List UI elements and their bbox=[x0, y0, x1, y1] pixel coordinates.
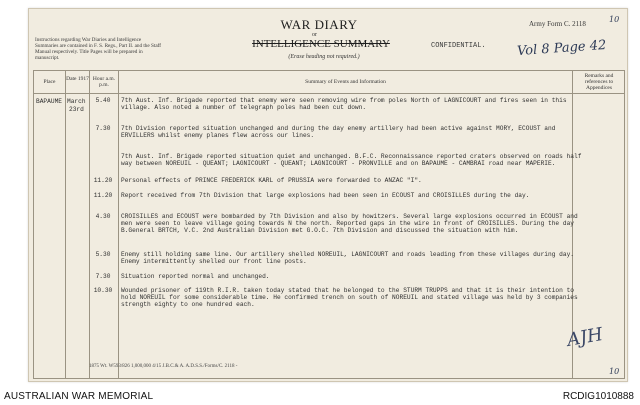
entry-text: Situation reported normal and unchanged. bbox=[121, 273, 270, 280]
form-print-line: 1875 Wt. W593/826 1,000,000 4/15 J.B.C.& A. A.D.S.S./Forms/C. 2118 - bbox=[89, 364, 238, 369]
entry-text: Report received from 7th Division that large explosions had been seen in ECOUST and CROISILLES during the day. bbox=[121, 192, 530, 199]
entry-hour: 11.20 bbox=[93, 192, 113, 199]
entry-hour: 5.40 bbox=[95, 97, 111, 104]
entry-hour: 10.30 bbox=[93, 287, 113, 294]
confidential-stamp: CONFIDENTIAL. bbox=[431, 42, 486, 50]
document-title: WAR DIARY bbox=[280, 17, 358, 32]
entry-text: 7th Aust. Inf. Brigade reported situation quiet and unchanged. B.F.C. Reconnaissance reported craters observed on roads half way between NOREUIL - QUEANT; LAGNICOURT - QUEANT; LAGNICOURT - PRONVILLE and on BAPAUME - CAMBRAI road near MAPERIE. bbox=[121, 153, 582, 167]
entry-hour: 7.30 bbox=[95, 273, 111, 280]
instructions-text: Instructions regarding War Diaries and Intelligence Summaries are contained in F. S. Regs., Part II. and the Staff Manual respectively. Title Pages will be prepared in manuscript. bbox=[35, 37, 161, 61]
page-number-top: 10 bbox=[609, 15, 620, 24]
entry-text: 7th Division reported situation unchanged and during the day enemy artillery had been active against MORY, ECOUST and ERVILLERS whilst enemy planes flew across our lines. bbox=[121, 125, 556, 139]
army-form-number: Army Form C. 2118 bbox=[529, 20, 586, 28]
archive-institution: AUSTRALIAN WAR MEMORIAL bbox=[4, 391, 154, 402]
header-summary: Summary of Events and Information bbox=[305, 79, 386, 85]
entry-text: 7th Aust. Inf. Brigade reported that enemy were seen removing wire from poles North of LAGNICOURT and fires seen in this village. Also noted a number of telegraph poles had been cut down. bbox=[121, 97, 567, 111]
entry-text: Personal effects of PRINCE FREDERICK KARL of PRUSSIA were forwarded to ANZAC "I". bbox=[121, 177, 422, 184]
erase-note: (Erase heading not required.) bbox=[288, 54, 360, 60]
entry-text: Enemy still holding same line. Our artillery shelled NOREUIL, LAGNICOURT and roads leading from these villages during day. Enemy intermittently shelled our front line posts. bbox=[121, 251, 574, 265]
date-month: March bbox=[67, 98, 86, 105]
title-or: or bbox=[312, 32, 317, 38]
entry-hour: 4.30 bbox=[95, 213, 111, 220]
entry-text: Wounded prisoner of 119th R.I.R. taken today stated that he belonged to the STURM TRUPPS and that it is their intention to hold NOREUIL for some considerable time. He confirmed trench on south of NOREUIL and stated village was held by 3 companies strength eighty to one hundred each. bbox=[121, 287, 578, 308]
document-subtitle: INTELLIGENCE SUMMARY bbox=[252, 38, 390, 50]
diary-page bbox=[28, 8, 628, 382]
archive-reference: RCDIG1010888 bbox=[562, 391, 634, 402]
header-place: Place bbox=[43, 79, 56, 85]
entry-hour: 5.30 bbox=[95, 251, 111, 258]
header-hour: Hour a.m. p.m. bbox=[92, 76, 116, 88]
entry-hour: 7.30 bbox=[95, 125, 111, 132]
handwritten-volume-note: Vol 8 Page 42 bbox=[516, 37, 607, 60]
page-number-bottom: 10 bbox=[609, 367, 620, 376]
entry-text: CROISILLES and ECOUST were bombarded by 7th Division and also by howitzers. Several large explosions occurred in ECOUST and men were seen to leave village going towards N the north. Reported gaps in the wire in front of CROISILLES. During the day B.General BRTCH, V.C. 2nd Australian Division met G.O.C. 7th Division and discussed the situation with him. bbox=[121, 213, 578, 234]
signature-initials: AJH bbox=[565, 324, 605, 351]
archive-caption-bar bbox=[0, 388, 640, 405]
place-cell: BAPAUME bbox=[36, 98, 62, 105]
entry-hour: 11.20 bbox=[93, 177, 113, 184]
header-remarks: Remarks and references to Appendices bbox=[584, 73, 614, 91]
header-date: Date 1917 bbox=[66, 76, 89, 82]
date-day: 23rd bbox=[69, 106, 84, 113]
